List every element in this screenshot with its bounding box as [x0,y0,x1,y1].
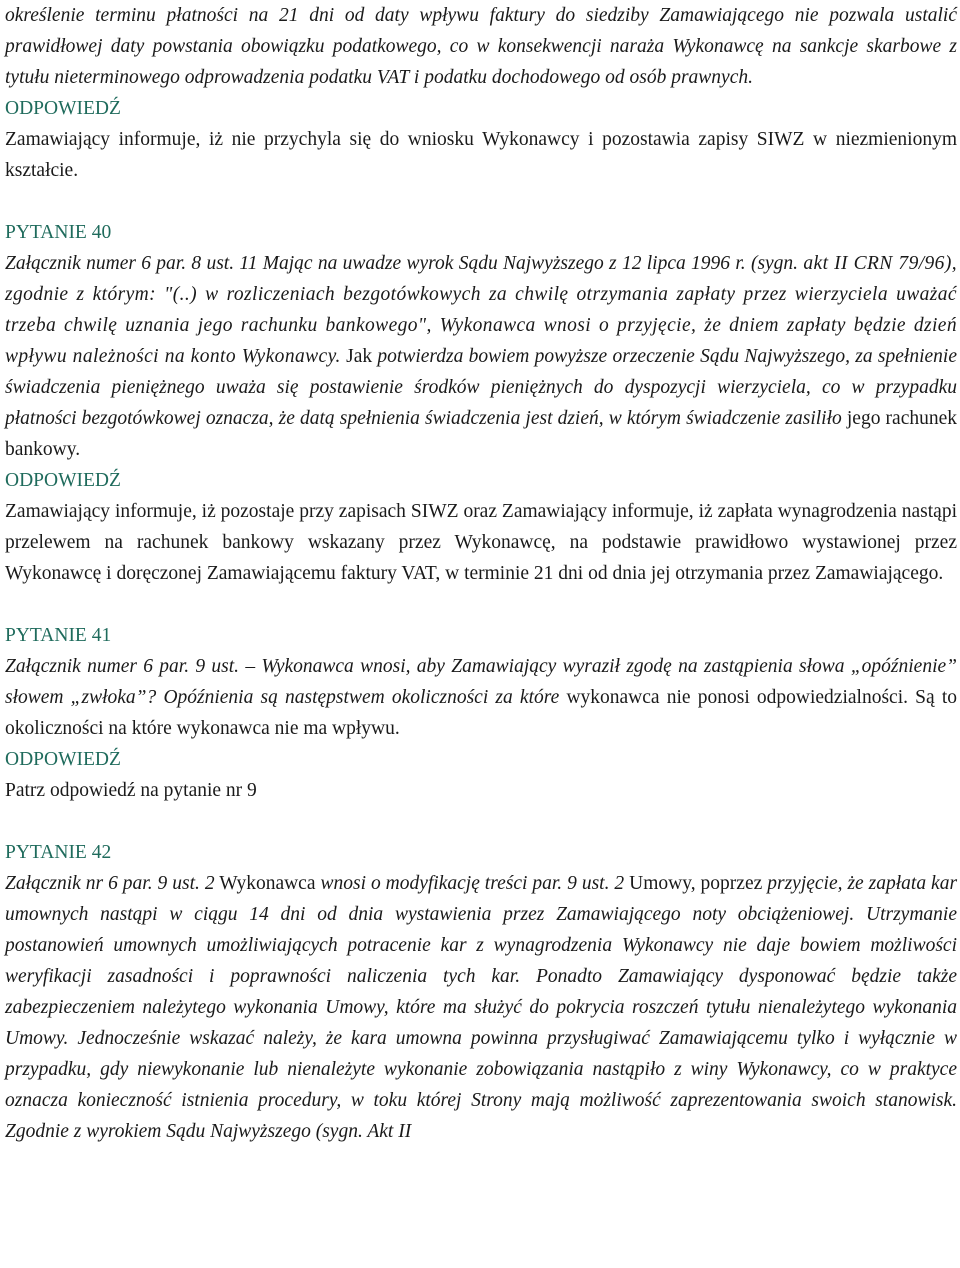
question-42-part: przyjęcie, że zapłata kar umownych nastąpi w ciągu 14 dni od dnia wystawienia przez Zamawiającego noty obciążeniowej. Utrzymanie postanowień umownych umożliwiających [5,873,958,956]
question-40-part: Jak [346,346,373,367]
question-42-text [5,868,957,1147]
question-41-answer: Patrz odpowiedź na pytanie nr 9 [5,780,257,801]
question-40-part: Załącznik numer 6 par. 8 ust. 11 Mając na uwadze wyrok Sądu Najwyższego z 12 lipca 1996 r. (sygn. [5,253,799,274]
question-42-part: Umowy, poprzez [624,873,763,894]
question-40-part: potwierdza bowiem powyższe orzeczenie Sądu Najwyższego, za spełnienie świadczenia pieniężnego uważa się postawienie środków pieniężnych do dyspozycji wierzyciela, co w przypadku płatności bezgotówkowej oznacza, że datą spełnienia świadczenia jest dzień, w którym świadczenie zasiliło [5,346,957,429]
question-42-heading: PYTANIE 42 [5,842,112,863]
question-40-answer: Zamawiający informuje, iż pozostaje przy zapisach SIWZ oraz Zamawiający informuje, iż zapłata wynagrodzenia nastąpi przelewem na rachunek bankowy wskazany przez Wykonawcę, na podstawie prawidłowo wystawionej przez Wykonawcę i doręczonej Zamawiającemu faktury VAT, w terminie 21 dni od dnia jej otrzymania przez Zamawiającego. [5,501,957,584]
question-40-answer-heading: ODPOWIEDŹ [5,470,121,491]
question-41-part: wykonawca nie ponosi odpowiedzialności. Są to okoliczności na które wykonawca nie ma wpływu. [5,687,957,739]
question-40-part: jego rachunek bankowy. [5,408,958,460]
question-42-part: Wykonawca [214,873,321,894]
question-41-heading: PYTANIE 41 [5,625,112,646]
question-42-part: wnosi o modyfikację treści par. 9 ust. 2 [320,873,625,894]
question-41-answer-heading: ODPOWIEDŹ [5,749,121,770]
answer-heading: ODPOWIEDŹ [5,98,121,119]
question-40-heading: PYTANIE 40 [5,222,112,243]
question-40-part: akt II CRN 79/96), zgodnie z którym: "(..) w rozliczeniach bezgotówkowych za chwilę otrzymania zapłaty przez wierzyciela uważać trzeba chwilę uznania jego rachunku bankowego", Wykonawca wnosi o przyjęcie, że dniem zapłaty będzie dzień wpływu należności na konto Wykonawcy. [5,253,957,367]
spacer [5,806,957,837]
question-41-part: Załącznik numer 6 par. 9 ust. – Wykonawca wnosi, aby Zamawiający wyraził zgodę na zastąpienia słowa „opóźnienie” słowem „zwłoka”? Opóźnienia są następstwem okoliczności za które [5,656,957,708]
question-40-text [5,248,957,465]
question-42-part: Załącznik nr 6 par. 9 ust. 2 [5,873,215,894]
spacer [5,589,957,620]
question-42-part: potracenie kar z wynagrodzenia Wykonawcy nie daje bowiem możliwości weryfikacji zasadności i poprawności naliczenia tych kar. Ponadto Zamawiający dysponować będzie także zabezpieczeniem należytego wykonania Umowy, które ma służyć do pokrycia roszczeń tytułu nienależytego wykonania Umowy. Jednocześnie wskazać należy, że kara umowna powinna przysługiwać Zamawiającemu tylko i wyłącznie w przypadku, gdy niewykonanie lub nienależyte wykonanie zobowiązania nastąpiło z winy Wykonawcy, co w praktyce oznacza konieczność istnienia procedury, w toku której Strony mają możliwość zaprezentowania swoich stanowisk. Zgodnie z wyrokiem Sądu Najwyższego (sygn. Akt II [5,935,957,1142]
answer-text: Zamawiający informuje, iż nie przychyla się do wniosku Wykonawcy i pozostawia zapisy SIWZ w niezmienionym kształcie. [5,129,957,181]
spacer [5,186,957,217]
intro-paragraph: określenie terminu płatności na 21 dni od daty wpływu faktury do siedziby Zamawiającego nie pozwala ustalić prawidłowej daty powstania obowiązku podatkowego, co w konsekwencji naraża Wykonawcę na sankcje skarbowe z tytułu nieterminowego odprowadzenia podatku VAT i podatku dochodowego od osób prawnych. [5,5,957,88]
question-41-text [5,651,957,744]
document-page [5,0,957,1147]
